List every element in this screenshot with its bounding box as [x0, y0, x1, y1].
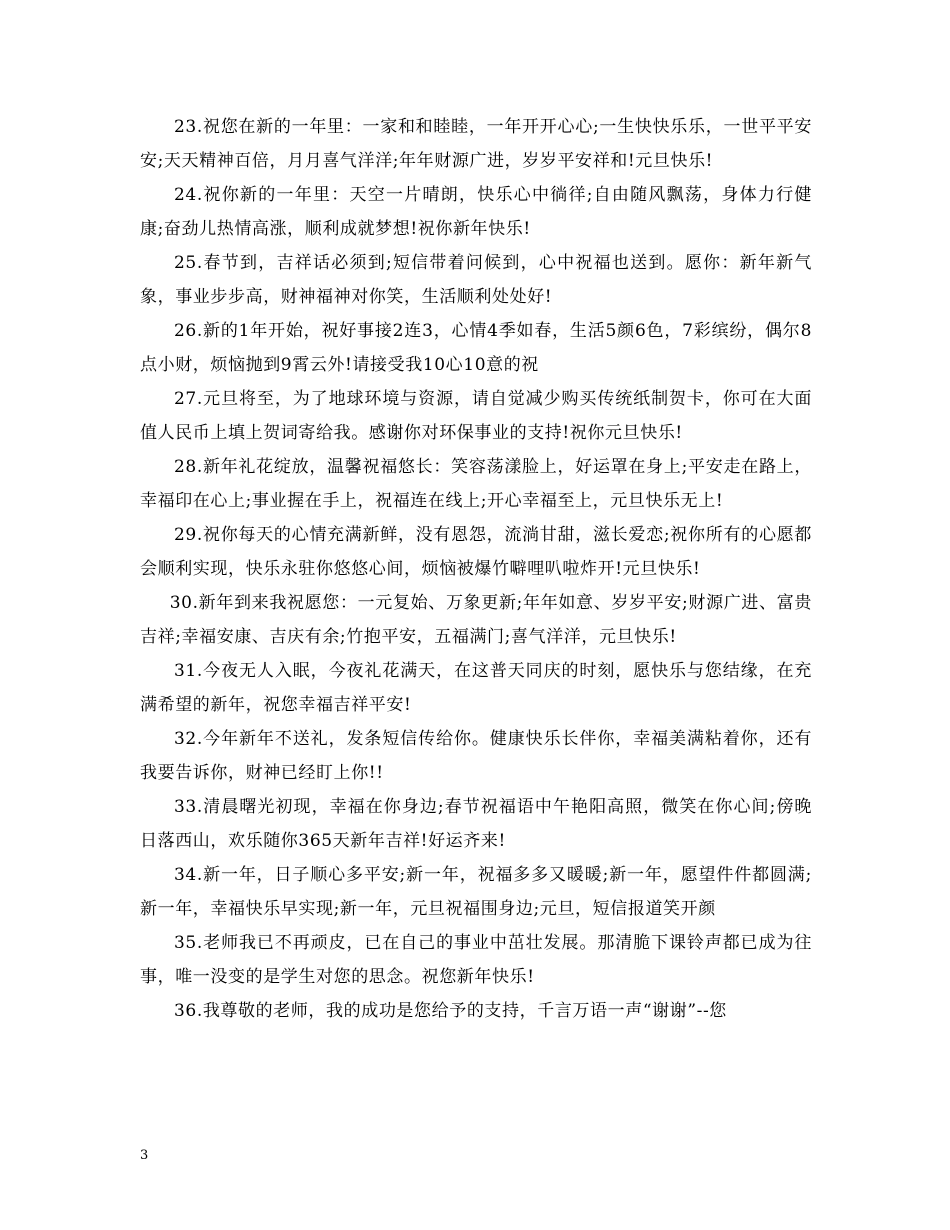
paragraph-36: 36.我尊敬的老师，我的成功是您给予的支持，千言万语一声“谢谢”--您: [174, 1001, 727, 1021]
paragraph-33: 33.清晨曙光初现，幸福在你身边;春节祝福语中午艳阳高照，微笑在你心间;傍晚日落西山，欢乐随你365天新年吉祥!好运齐来!: [140, 797, 812, 851]
paragraph-31: 31.今夜无人入眠，今夜礼花满天，在这普天同庆的时刻，愿快乐与您结缘，在充满希望的新年，祝您幸福吉祥平安!: [140, 661, 812, 715]
paragraph-34: 34.新一年，日子顺心多平安;新一年，祝福多多又暖暖;新一年，愿望件件都圆满;新一年，幸福快乐早实现;新一年，元旦祝福围身边;元旦，短信报道笑开颜: [140, 865, 812, 919]
paragraph-25: 25.春节到，吉祥话必须到;短信带着问候到，心中祝福也送到。愿你：新年新气象，事业步步高，财神福神对你笑，生活顺利处处好!: [140, 253, 812, 307]
paragraph-28: 28.新年礼花绽放，温馨祝福悠长：笑容荡漾脸上，好运罩在身上;平安走在路上，幸福印在心上;事业握在手上，祝福连在线上;开心幸福至上，元旦快乐无上!: [140, 457, 812, 511]
paragraph-32: 32.今年新年不送礼，发条短信传给你。健康快乐长伴你，幸福美满粘着你，还有我要告诉你，财神已经盯上你!!: [140, 729, 812, 783]
paragraph-29: 29.祝你每天的心情充满新鲜，没有恩怨，流淌甘甜，滋长爱恋;祝你所有的心愿都会顺利实现，快乐永驻你悠悠心间，烦恼被爆竹噼哩叭啦炸开!元旦快乐!: [140, 525, 812, 579]
paragraph-27: 27.元旦将至，为了地球环境与资源，请自觉减少购买传统纸制贺卡，你可在大面值人民币上填上贺词寄给我。感谢你对环保事业的支持!祝你元旦快乐!: [140, 389, 812, 443]
page-number: 3: [140, 1148, 149, 1163]
document-body: [140, 110, 812, 1028]
paragraph-26: 26.新的1年开始，祝好事接2连3，心情4季如春，生活5颜6色，7彩缤纷，偶尔8点小财，烦恼抛到9霄云外!请接受我10心10意的祝: [140, 321, 812, 375]
paragraph-30: 30.新年到来我祝愿您：一元复始、万象更新;年年如意、岁岁平安;财源广进、富贵吉祥;幸福安康、吉庆有余;竹抱平安，五福满门;喜气洋洋，元旦快乐!: [140, 593, 812, 647]
paragraph-35: 35.老师我已不再顽皮，已在自己的事业中茁壮发展。那清脆下课铃声都已成为往事，唯一没变的是学生对您的思念。祝您新年快乐!: [140, 933, 812, 987]
paragraph-24: 24.祝你新的一年里：天空一片晴朗，快乐心中徜徉;自由随风飘荡，身体力行健康;奋劲儿热情高涨，顺利成就梦想!祝你新年快乐!: [140, 185, 812, 239]
paragraph-23: 23.祝您在新的一年里：一家和和睦睦，一年开开心心;一生快快乐乐，一世平平安安;天天精神百倍，月月喜气洋洋;年年财源广进，岁岁平安祥和!元旦快乐!: [140, 117, 812, 171]
